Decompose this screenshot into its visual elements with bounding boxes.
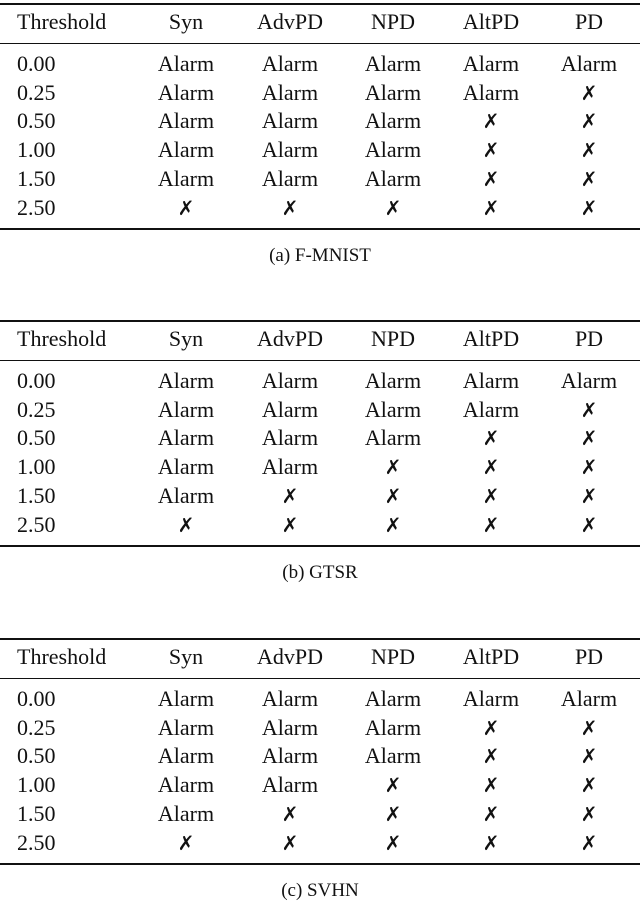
result-cell: Alarm (364, 165, 422, 191)
no-alarm-mark: ✗ (580, 744, 598, 769)
result-cell: Alarm (157, 743, 215, 769)
threshold-cell: 0.50 (17, 108, 56, 134)
no-alarm-mark: ✗ (281, 195, 299, 220)
results-table-3 (0, 638, 640, 901)
column-header: AltPD (462, 326, 520, 351)
threshold-cell: 0.25 (17, 396, 56, 422)
no-alarm-mark: ✗ (384, 830, 402, 855)
no-alarm-mark: ✗ (281, 801, 299, 826)
column-header: Threshold (17, 644, 107, 669)
table-row (0, 79, 640, 107)
no-alarm-mark: ✗ (580, 80, 598, 105)
result-cell: Alarm (261, 772, 319, 798)
column-header: PD (574, 9, 604, 34)
table-row (0, 50, 640, 78)
table-row (0, 482, 640, 510)
no-alarm-mark: ✗ (384, 512, 402, 537)
result-cell: Alarm (157, 396, 215, 422)
no-alarm-mark: ✗ (177, 512, 195, 537)
result-cell: Alarm (560, 368, 618, 393)
no-alarm-mark: ✗ (384, 195, 402, 220)
table-row (0, 165, 640, 193)
results-table-2 (0, 320, 640, 583)
table-row (0, 396, 640, 424)
column-header: AltPD (462, 644, 520, 669)
no-alarm-mark: ✗ (384, 455, 402, 480)
no-alarm-mark: ✗ (482, 455, 500, 480)
no-alarm-mark: ✗ (580, 773, 598, 798)
no-alarm-mark: ✗ (482, 109, 500, 134)
result-cell: Alarm (364, 396, 422, 422)
no-alarm-mark: ✗ (177, 195, 195, 220)
threshold-cell: 0.25 (17, 79, 56, 105)
header-row (0, 325, 640, 353)
column-header: AdvPD (256, 326, 323, 351)
threshold-cell: 1.00 (17, 137, 56, 163)
no-alarm-mark: ✗ (482, 512, 500, 537)
result-cell: Alarm (364, 743, 422, 769)
table-caption: (b) GTSR (282, 562, 358, 583)
table-row (0, 800, 640, 828)
result-cell: Alarm (261, 368, 319, 393)
result-cell: Alarm (462, 686, 520, 711)
column-header: NPD (370, 9, 415, 34)
no-alarm-mark: ✗ (384, 773, 402, 798)
no-alarm-mark: ✗ (281, 512, 299, 537)
no-alarm-mark: ✗ (482, 801, 500, 826)
table-caption: (c) SVHN (281, 880, 359, 901)
result-cell: Alarm (364, 79, 422, 105)
result-cell: Alarm (261, 165, 319, 191)
no-alarm-mark: ✗ (580, 426, 598, 451)
result-cell: Alarm (157, 800, 215, 826)
column-header: Syn (168, 644, 204, 669)
table-row (0, 511, 640, 539)
no-alarm-mark: ✗ (482, 483, 500, 508)
result-cell: Alarm (261, 108, 319, 134)
bottom-rule (0, 863, 640, 865)
top-rule (0, 3, 640, 5)
column-header: Syn (168, 326, 204, 351)
table-row (0, 742, 640, 770)
result-cell: Alarm (462, 79, 520, 105)
result-cell: Alarm (157, 686, 215, 711)
column-header: NPD (370, 326, 415, 351)
result-cell: Alarm (157, 165, 215, 191)
result-cell: Alarm (364, 686, 422, 711)
top-rule (0, 320, 640, 322)
results-table-1 (0, 3, 640, 266)
result-cell: Alarm (364, 714, 422, 740)
threshold-cell: 0.50 (17, 743, 56, 769)
threshold-cell: 1.00 (17, 454, 56, 480)
bottom-rule (0, 545, 640, 547)
no-alarm-mark: ✗ (482, 426, 500, 451)
result-cell: Alarm (261, 51, 319, 76)
mid-rule (0, 360, 640, 361)
no-alarm-mark: ✗ (482, 138, 500, 163)
threshold-cell: 2.50 (17, 829, 56, 855)
no-alarm-mark: ✗ (482, 166, 500, 191)
result-cell: Alarm (157, 368, 215, 393)
table-row (0, 194, 640, 222)
no-alarm-mark: ✗ (177, 830, 195, 855)
result-cell: Alarm (462, 368, 520, 393)
result-cell: Alarm (560, 686, 618, 711)
result-cell: Alarm (364, 368, 422, 393)
threshold-cell: 2.50 (17, 511, 56, 537)
column-header: AdvPD (256, 9, 323, 34)
no-alarm-mark: ✗ (580, 483, 598, 508)
no-alarm-mark: ✗ (580, 166, 598, 191)
result-cell: Alarm (462, 396, 520, 422)
header-row (0, 8, 640, 36)
table-row (0, 367, 640, 395)
column-header: NPD (370, 644, 415, 669)
column-header: PD (574, 644, 604, 669)
no-alarm-mark: ✗ (580, 512, 598, 537)
threshold-cell: 0.00 (17, 51, 56, 76)
threshold-cell: 0.00 (17, 686, 56, 711)
result-cell: Alarm (157, 482, 215, 508)
table-row (0, 829, 640, 857)
threshold-cell: 1.50 (17, 165, 56, 191)
result-cell: Alarm (157, 714, 215, 740)
result-cell: Alarm (364, 51, 422, 76)
no-alarm-mark: ✗ (580, 109, 598, 134)
threshold-cell: 0.25 (17, 714, 56, 740)
column-header: PD (574, 326, 604, 351)
threshold-cell: 0.00 (17, 368, 56, 393)
mid-rule (0, 678, 640, 679)
result-cell: Alarm (157, 108, 215, 134)
result-cell: Alarm (157, 425, 215, 451)
threshold-cell: 2.50 (17, 194, 56, 220)
no-alarm-mark: ✗ (580, 455, 598, 480)
no-alarm-mark: ✗ (482, 195, 500, 220)
no-alarm-mark: ✗ (580, 715, 598, 740)
result-cell: Alarm (364, 137, 422, 163)
result-cell: Alarm (157, 137, 215, 163)
result-cell: Alarm (364, 108, 422, 134)
column-header: Threshold (17, 9, 107, 34)
threshold-cell: 1.50 (17, 800, 56, 826)
table-row (0, 714, 640, 742)
table-row (0, 136, 640, 164)
result-cell: Alarm (261, 425, 319, 451)
no-alarm-mark: ✗ (384, 801, 402, 826)
table-row (0, 685, 640, 713)
no-alarm-mark: ✗ (384, 483, 402, 508)
no-alarm-mark: ✗ (580, 801, 598, 826)
table-row (0, 424, 640, 452)
result-cell: Alarm (157, 772, 215, 798)
result-cell: Alarm (157, 454, 215, 480)
table-caption: (a) F-MNIST (269, 245, 371, 266)
table-row (0, 771, 640, 799)
result-cell: Alarm (261, 137, 319, 163)
result-cell: Alarm (157, 79, 215, 105)
result-cell: Alarm (261, 686, 319, 711)
result-cell: Alarm (261, 79, 319, 105)
no-alarm-mark: ✗ (281, 830, 299, 855)
threshold-cell: 0.50 (17, 425, 56, 451)
table-row (0, 453, 640, 481)
threshold-cell: 1.00 (17, 772, 56, 798)
no-alarm-mark: ✗ (580, 138, 598, 163)
result-cell: Alarm (560, 51, 618, 76)
no-alarm-mark: ✗ (580, 397, 598, 422)
result-cell: Alarm (261, 396, 319, 422)
result-cell: Alarm (364, 425, 422, 451)
no-alarm-mark: ✗ (482, 715, 500, 740)
result-cell: Alarm (261, 743, 319, 769)
no-alarm-mark: ✗ (580, 195, 598, 220)
table-row (0, 107, 640, 135)
column-header: AltPD (462, 9, 520, 34)
result-cell: Alarm (261, 454, 319, 480)
no-alarm-mark: ✗ (281, 483, 299, 508)
result-cell: Alarm (261, 714, 319, 740)
no-alarm-mark: ✗ (482, 744, 500, 769)
threshold-cell: 1.50 (17, 482, 56, 508)
result-cell: Alarm (462, 51, 520, 76)
mid-rule (0, 43, 640, 44)
no-alarm-mark: ✗ (482, 773, 500, 798)
no-alarm-mark: ✗ (580, 830, 598, 855)
bottom-rule (0, 228, 640, 230)
no-alarm-mark: ✗ (482, 830, 500, 855)
result-cell: Alarm (157, 51, 215, 76)
column-header: Threshold (17, 326, 107, 351)
column-header: AdvPD (256, 644, 323, 669)
column-header: Syn (168, 9, 204, 34)
header-row (0, 643, 640, 671)
top-rule (0, 638, 640, 640)
